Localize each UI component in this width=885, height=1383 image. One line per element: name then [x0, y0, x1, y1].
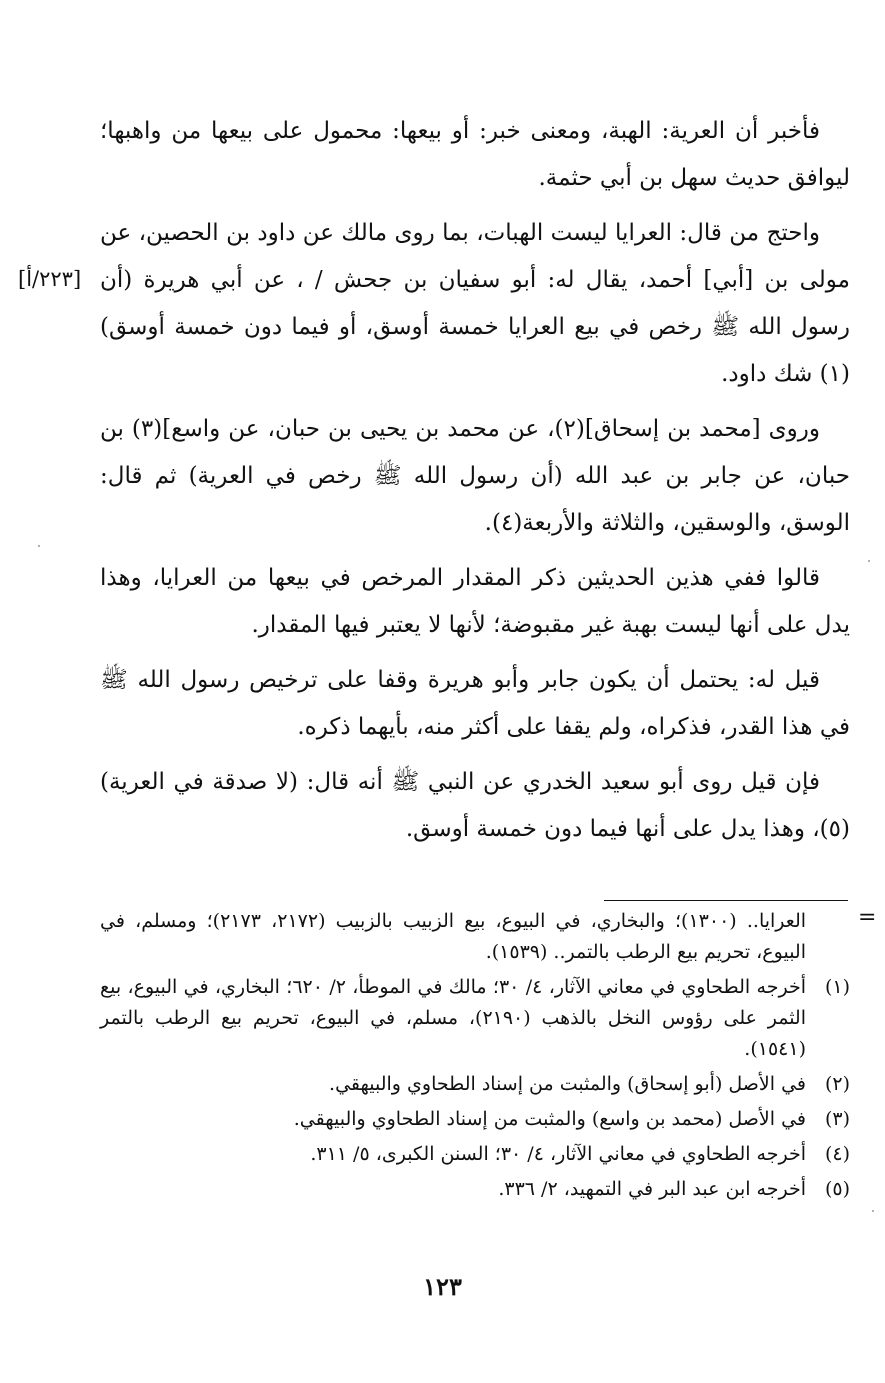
scan-speck	[868, 560, 870, 562]
footnote-number: (٣)	[824, 1108, 850, 1130]
footnote-number: (١)	[824, 976, 850, 998]
paragraph-1: فأخبر أن العرية: الهبة، ومعنى خبر: أو بيعها: محمول على بيعها من واهبها؛ ليوافق حديث سهل بن أبي حثمة.	[100, 118, 850, 191]
footnote-number: (٥)	[824, 1178, 850, 1200]
footnote-text: في الأصل (أبو إسحاق) والمثبت من إسناد الطحاوي والبيهقي.	[329, 1073, 806, 1095]
footnote-continuation: العرايا.. (١٣٠٠)؛ والبخاري، في البيوع، بيع الزبيب بالزبيب (٢١٧٢، ٢١٧٣)؛ ومسلم، في البيوع، تحريم بيع الرطب بالتمر.. (١٥٣٩).	[100, 910, 807, 963]
footnote-1	[100, 972, 850, 1065]
manuscript-folio-marker: [٢٢٣/أ]	[18, 267, 82, 291]
footnote-text: في الأصل (محمد بن واسع) والمثبت من إسناد الطحاوي والبيهقي.	[293, 1108, 806, 1130]
footnote-number: (٢)	[824, 1073, 850, 1095]
footnote-text: أخرجه ابن عبد البر في التمهيد، ٢/ ٣٣٦.	[498, 1178, 806, 1200]
page-number: ١٢٣	[423, 1272, 462, 1301]
scan-speck	[38, 545, 40, 547]
footnote-5	[100, 1174, 850, 1205]
main-text	[100, 108, 850, 861]
paragraph-5: قيل له: يحتمل أن يكون جابر وأبو هريرة وقفا على ترخيص رسول الله ﷺ في هذا القدر، فذكراه، ولم يقفا على أكثر منه، بأيهما ذكره.	[100, 667, 850, 740]
continuation-mark: =	[858, 905, 877, 930]
paragraph-2: واحتج من قال: العرايا ليست الهبات، بما روى مالك عن داود بن الحصين، عن مولى بن [أبي] أحمد، يقال له: أبو سفيان بن جحش / ، عن أبي هريرة (أن رسول الله ﷺ رخص في بيع العرايا خمسة أوسق، أو فيما دون خمسة أوسق)(١) شك داود.	[100, 220, 850, 387]
paragraph-4: قالوا ففي هذين الحديثين ذكر المقدار المرخص في بيعها من العرايا، وهذا يدل على أنها ليست بهبة غير مقبوضة؛ لأنها لا يعتبر فيها المقدار.	[100, 565, 850, 638]
paragraph-3: وروى [محمد بن إسحاق](٢)، عن محمد بن يحيى بن حبان، عن واسع](٣) بن حبان، عن جابر بن عبد الله (أن رسول الله ﷺ رخص في العرية) ثم قال: الوسق، والوسقين، والثلاثة والأربعة(٤).	[100, 416, 850, 536]
footnote-4	[100, 1139, 850, 1170]
footnote-3	[100, 1104, 850, 1135]
footnote-text: أخرجه الطحاوي في معاني الآثار، ٤/ ٣٠؛ مالك في الموطأ، ٢/ ٦٢٠؛ البخاري، في البيوع، بيع الثمر على رؤوس النخل بالذهب (٢١٩٠)، مسلم، في البيوع، تحريم بيع الرطب بالتمر (١٥٤١).	[100, 976, 806, 1060]
footnote-2	[100, 1069, 850, 1100]
footnote-separator	[604, 900, 848, 901]
paragraph-6: فإن قيل روى أبو سعيد الخدري عن النبي ﷺ أنه قال: (لا صدقة في العرية)(٥)، وهذا يدل على أنها فيما دون خمسة أوسق.	[100, 769, 850, 842]
footnote-text: أخرجه الطحاوي في معاني الآثار، ٤/ ٣٠؛ السنن الكبرى، ٥/ ٣١١.	[310, 1143, 806, 1165]
footnotes	[100, 906, 850, 1209]
scan-speck	[872, 1210, 874, 1212]
footnote-number: (٤)	[824, 1143, 850, 1165]
